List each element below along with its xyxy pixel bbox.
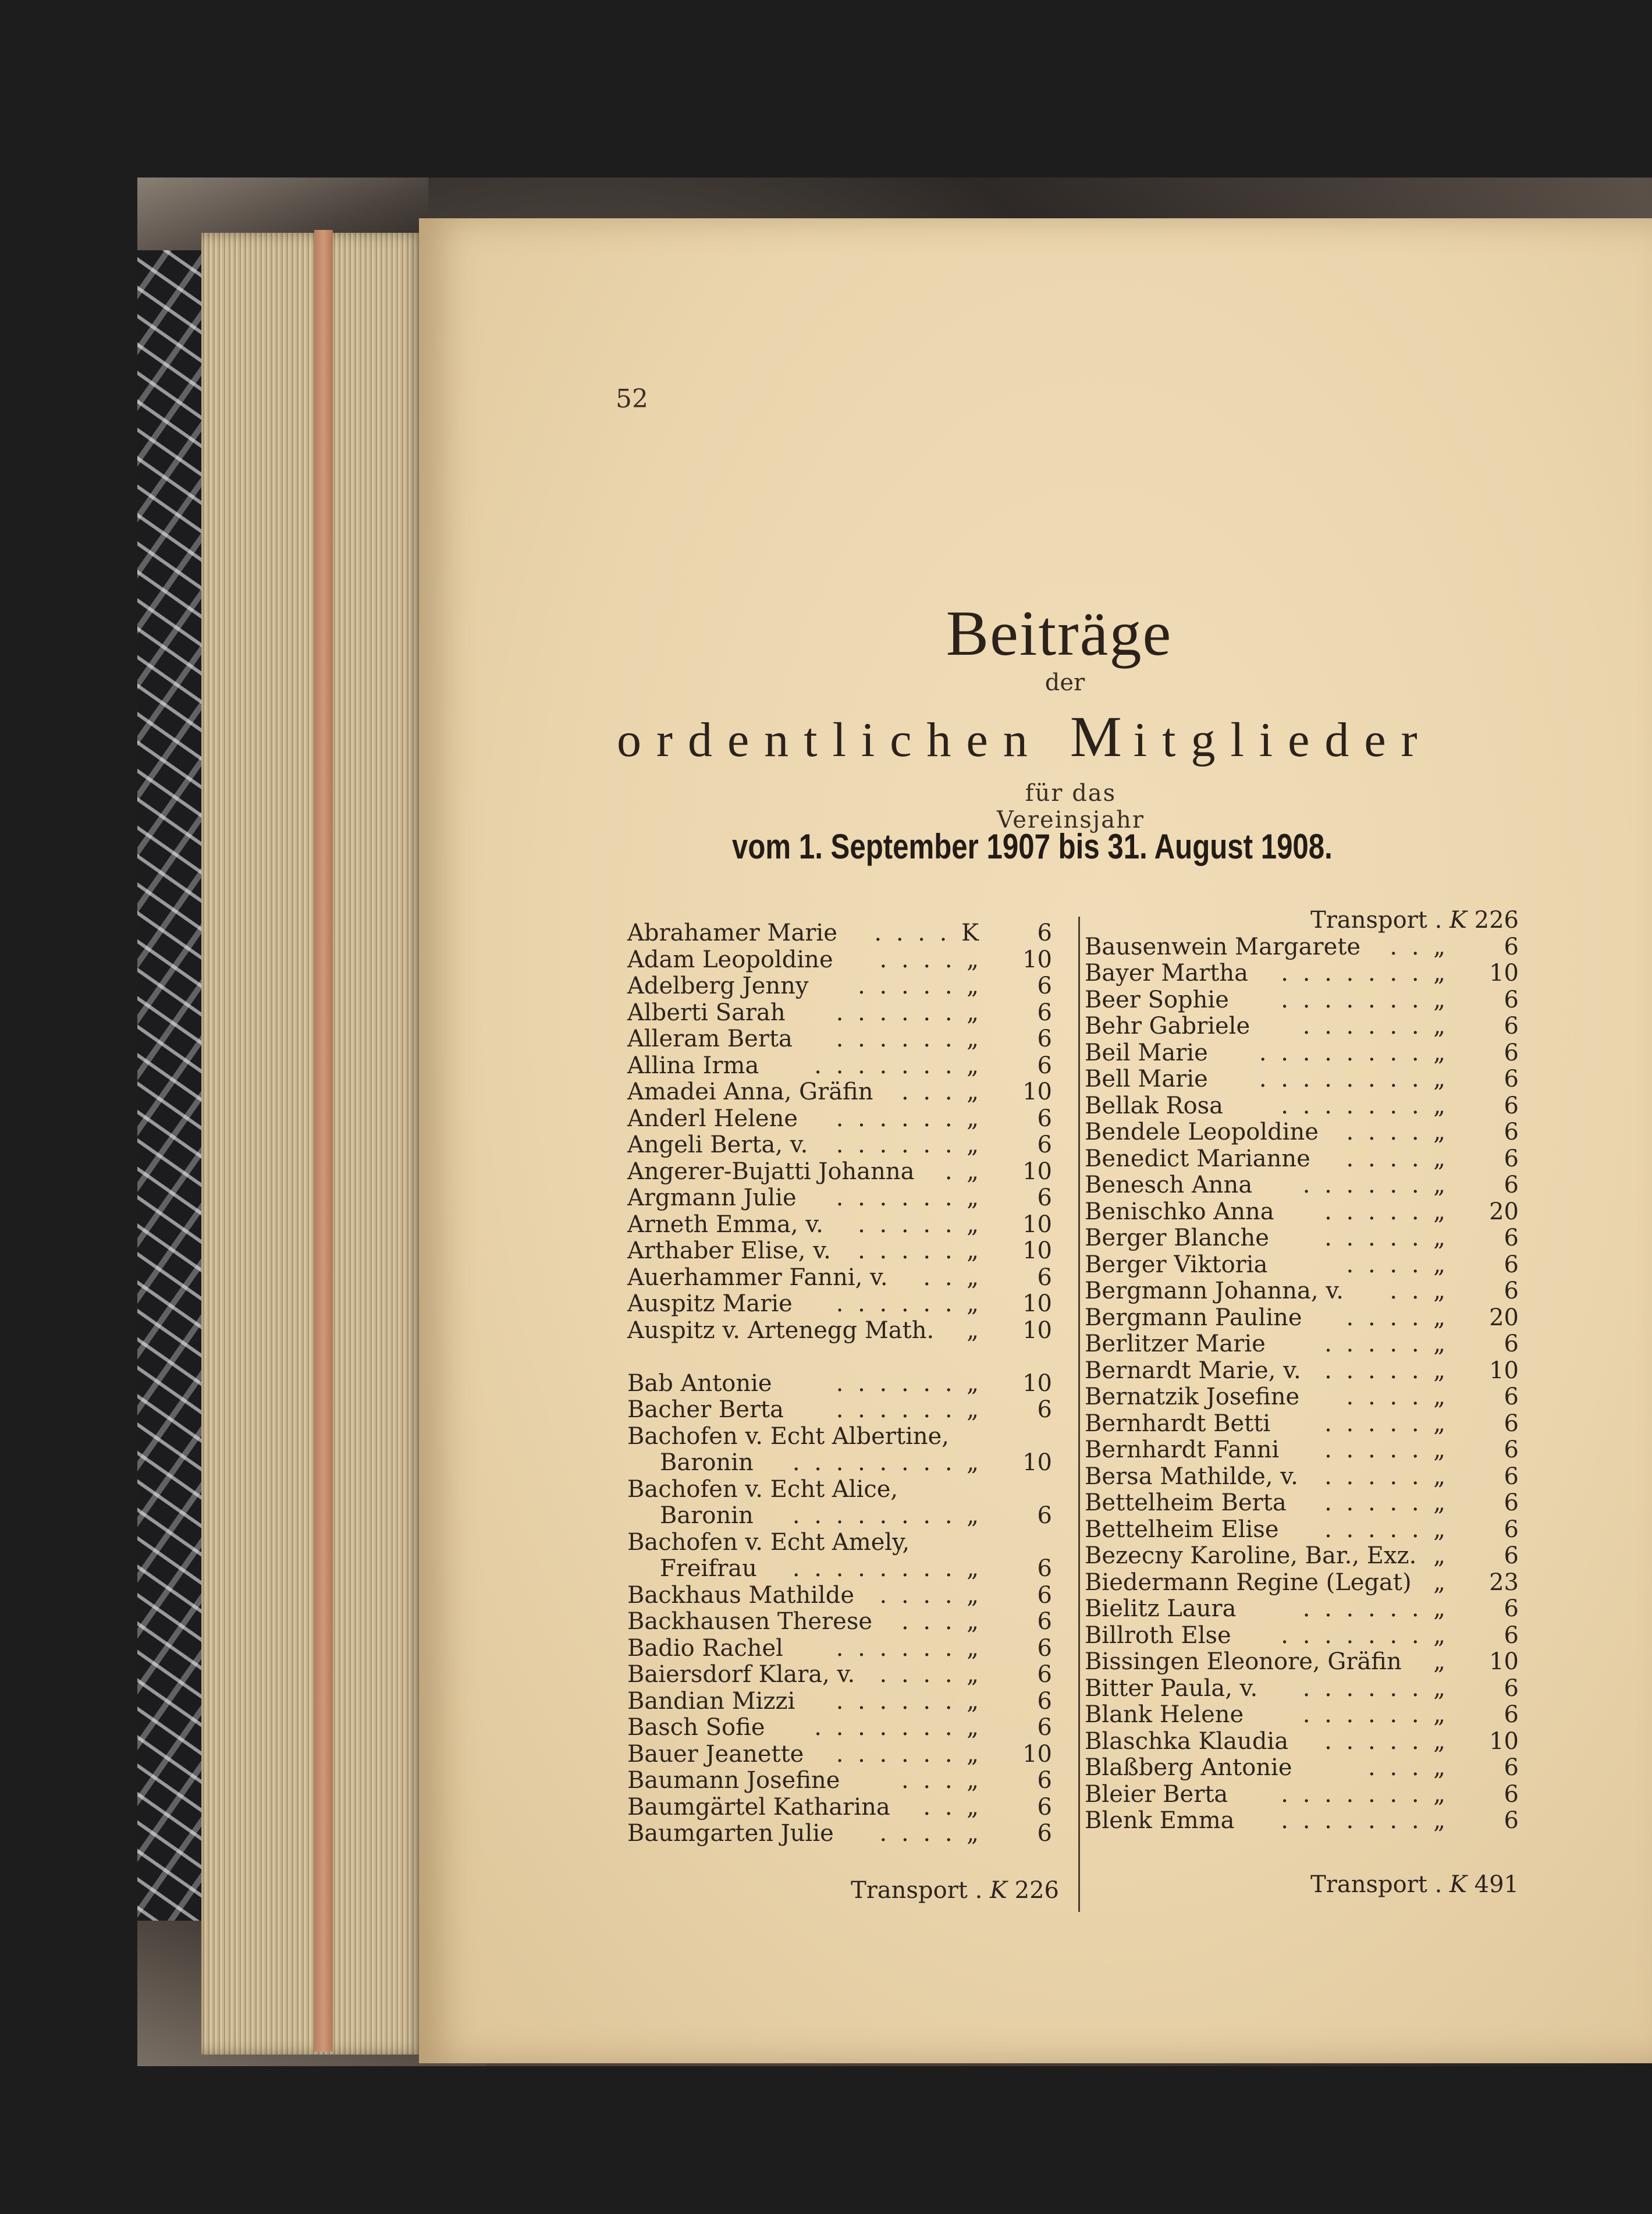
member-entry [1085, 934, 1519, 961]
leader-dots: . . . . . . „ [1302, 1701, 1449, 1728]
contribution-amount: 6 [1037, 1714, 1052, 1741]
member-name: Bayer Martha [1085, 960, 1248, 987]
leader-dots: . . . . . „ [1324, 1225, 1449, 1251]
member-entry [1085, 1252, 1519, 1279]
leader-dots: . . . . „ [1346, 1145, 1449, 1172]
member-entry [627, 1556, 1052, 1583]
member-entry [627, 920, 1052, 947]
member-name: Beer Sophie [1085, 986, 1229, 1013]
member-name: Bersa Mathilde, v. [1085, 1463, 1298, 1490]
member-entry [1085, 1225, 1519, 1252]
member-name: Benesch Anna [1085, 1172, 1253, 1198]
member-entry [627, 1609, 1052, 1635]
member-name: Bitter Paula, v. [1085, 1674, 1258, 1702]
contribution-amount: 6 [1037, 1767, 1052, 1794]
subtitle-der: der [1045, 669, 1085, 696]
leader-dots: . . . . „ [1346, 1251, 1449, 1278]
member-name: Bacher Berta [627, 1396, 784, 1423]
contribution-amount: 6 [1504, 1330, 1519, 1357]
currency-symbol: K [990, 1877, 1007, 1904]
member-name: Beil Marie [1085, 1039, 1208, 1066]
member-name: Bergmann Johanna, v. [1085, 1278, 1344, 1304]
leader-dots: . . . . „ [1346, 1383, 1449, 1410]
leader-dots: . . „ [923, 1793, 982, 1821]
member-entry [627, 1688, 1052, 1715]
member-name: Bell Marie [1085, 1066, 1208, 1092]
transport-label: Transport . [1310, 1871, 1443, 1898]
contribution-amount: 6 [1504, 933, 1519, 960]
member-name: Auerhammer Fanni, v. [627, 1264, 888, 1291]
contribution-amount: 6 [1037, 1661, 1052, 1688]
leader-dots: . . . . . . . „ [1281, 1092, 1449, 1119]
member-name: Baiersdorf Klara, v. [627, 1661, 855, 1688]
contribution-amount: 10 [1022, 1369, 1052, 1397]
leader-dots: . . . . . . „ [1302, 1595, 1449, 1622]
member-name: Berger Blanche [1085, 1225, 1269, 1251]
member-entry [1085, 1358, 1519, 1385]
leader-dots: . . . . . . . . „ [792, 1555, 982, 1582]
transport-total-right: 491 [1474, 1871, 1519, 1898]
leader-dots: . . . . . . . „ [1281, 986, 1449, 1013]
left-column [627, 920, 1052, 1847]
member-name: Bettelheim Berta [1085, 1489, 1287, 1516]
member-name: Arthaber Elise, v. [627, 1237, 831, 1264]
transport-total-left: 226 [1014, 1877, 1059, 1904]
contribution-amount: 6 [1504, 1780, 1519, 1808]
contribution-amount: 6 [1037, 1634, 1052, 1662]
leader-dots: . . . . . „ [1324, 1489, 1449, 1516]
member-entry [1085, 1570, 1519, 1596]
member-name: Bellak Rosa [1085, 1092, 1224, 1119]
member-name: Bachofen v. Echt Albertine, [627, 1422, 949, 1450]
leader-dots: . . . . . „ [1324, 1727, 1449, 1755]
transport-bottom-left [838, 1877, 1059, 1904]
contribution-amount: 6 [1504, 1383, 1519, 1410]
contribution-amount: 6 [1504, 1410, 1519, 1437]
member-name: Freifrau [660, 1555, 757, 1582]
heading-word-itglieder: itglieder [1133, 713, 1433, 767]
member-name: Baronin [660, 1449, 754, 1476]
contribution-amount: 6 [1504, 1172, 1519, 1198]
leader-dots: . . . . . . „ [836, 1369, 982, 1397]
member-name: Baronin [660, 1502, 754, 1529]
member-name: Baumgarten Julie [627, 1820, 834, 1847]
contribution-amount: 6 [1504, 1251, 1519, 1278]
leader-dots: . . . . . . „ [836, 999, 982, 1026]
member-name: Argmann Julie [627, 1184, 797, 1211]
heading-initial-m: M [1070, 704, 1134, 769]
leader-dots: . . . . „ [879, 1820, 982, 1847]
transport-label: Transport . [851, 1877, 983, 1904]
member-name: Blaßberg Antonie [1085, 1754, 1292, 1781]
member-name: Bachofen v. Echt Alice, [627, 1475, 898, 1503]
contribution-amount: 10 [1022, 1237, 1052, 1264]
contribution-amount: 6 [1037, 999, 1052, 1026]
member-name: Berlitzer Marie [1085, 1330, 1266, 1357]
currency-symbol: K [1450, 1871, 1467, 1898]
member-entry [627, 1000, 1052, 1027]
contribution-amount: 20 [1489, 1304, 1519, 1331]
contribution-amount: 6 [1037, 1026, 1052, 1052]
leader-dots: . „ [944, 1158, 982, 1185]
leader-dots: . . . . . . „ [836, 1131, 982, 1158]
contribution-amount: 6 [1504, 1092, 1519, 1119]
member-entry [627, 1741, 1052, 1768]
contribution-amount: 6 [1037, 1502, 1052, 1529]
member-name: Alleram Berta [627, 1026, 793, 1052]
leader-dots: . . . . . . . „ [814, 1052, 982, 1079]
heading-word-ordentlichen: ordentlichen [617, 713, 1043, 767]
leader-dots: . . . „ [901, 1608, 982, 1635]
member-name: Basch Sofie [627, 1714, 765, 1741]
member-name: Baumgärtel Katharina [627, 1793, 890, 1821]
contribution-amount: 6 [1037, 1608, 1052, 1635]
member-entry [627, 1662, 1052, 1688]
member-entry [1085, 1543, 1519, 1570]
member-entry [1085, 1729, 1519, 1755]
member-name: Abrahamer Marie [627, 920, 837, 946]
leader-dots: . . . . . . . . „ [792, 1502, 982, 1529]
member-entry [1085, 1464, 1519, 1491]
entries-group-right [1085, 934, 1519, 1835]
leader-dots: . . . . . „ [1324, 1357, 1449, 1384]
leader-dots: . . „ [1390, 1278, 1449, 1304]
leader-dots: . . . . K [874, 920, 982, 946]
leader-dots: . . . „ [1367, 1754, 1449, 1781]
leader-dots: . . . . „ [879, 1661, 982, 1688]
member-entry [627, 1450, 1052, 1477]
contribution-amount: 6 [1504, 1674, 1519, 1702]
member-entry [1085, 1384, 1519, 1411]
member-name: Bernhardt Fanni [1085, 1436, 1280, 1463]
currency-symbol: K [1450, 907, 1467, 934]
leader-dots: . . . . „ [879, 1581, 982, 1609]
contribution-amount: 10 [1489, 1357, 1519, 1384]
member-name: Bleier Berta [1085, 1780, 1228, 1808]
member-name: Blank Helene [1085, 1701, 1244, 1728]
leader-dots: . . . . . „ [858, 1211, 982, 1238]
member-name: Angeli Berta, v. [627, 1131, 808, 1158]
member-entry [1085, 1490, 1519, 1517]
entries-group-a [627, 920, 1052, 1344]
contribution-amount: 6 [1504, 1516, 1519, 1543]
contribution-amount: 6 [1504, 1066, 1519, 1092]
member-entry [627, 1185, 1052, 1212]
member-entry [627, 1397, 1052, 1424]
contribution-amount: 6 [1037, 1264, 1052, 1291]
member-name: Allina Irma [627, 1052, 759, 1079]
leader-dots: . . . . . . . . „ [1259, 1039, 1449, 1066]
member-entry [1085, 1119, 1519, 1146]
member-name: Bendele Leopoldine [1085, 1119, 1319, 1145]
member-name: Badio Rachel [627, 1634, 783, 1662]
transport-label: Transport . [1310, 907, 1443, 934]
member-entry [1085, 1278, 1519, 1305]
member-name: Bezecny Karoline, Bar., Exz. [1085, 1542, 1417, 1569]
leader-dots: . . . . . . „ [836, 1184, 982, 1211]
member-name: Bauer Jeanette [627, 1740, 804, 1768]
contribution-amount: 6 [1504, 1622, 1519, 1649]
member-entry [627, 1265, 1052, 1292]
leader-dots: . . . . . . . „ [814, 1714, 982, 1741]
contribution-amount: 6 [1504, 1145, 1519, 1172]
member-entry [627, 1477, 1052, 1503]
member-entry [627, 1503, 1052, 1530]
marbled-cover-edge [137, 250, 201, 1938]
member-entry [627, 1821, 1052, 1847]
contribution-amount: 10 [1022, 1317, 1052, 1344]
member-name: Alberti Sarah [627, 999, 786, 1026]
member-entry [1085, 1305, 1519, 1332]
transport-top-right [1085, 907, 1519, 934]
contribution-amount: 10 [1022, 1290, 1052, 1317]
member-entry [627, 1159, 1052, 1186]
member-name: Behr Gabriele [1085, 1013, 1250, 1039]
member-name: Adam Leopoldine [627, 946, 833, 973]
member-name: Bernatzik Josefine [1085, 1383, 1300, 1410]
contribution-amount: 10 [1022, 946, 1052, 973]
contribution-amount: 6 [1504, 1489, 1519, 1516]
leader-dots: . . „ [1390, 933, 1449, 960]
leader-dots: . . . . . „ [1324, 1198, 1449, 1225]
member-entry [1085, 1517, 1519, 1544]
member-name: Backhaus Mathilde [627, 1581, 854, 1609]
contribution-amount: 10 [1022, 1740, 1052, 1768]
contribution-amount: 6 [1037, 1184, 1052, 1211]
page-number: 52 [616, 384, 648, 414]
leader-dots: . . . . . . . . „ [1259, 1066, 1449, 1092]
page-title: Beiträge [946, 598, 1173, 669]
leader-dots: . . . . . . „ [836, 1105, 982, 1132]
right-column [1085, 907, 1519, 1835]
member-entry [1085, 1199, 1519, 1226]
leader-dots: . . . . „ [1346, 1304, 1449, 1331]
contribution-amount: 10 [1022, 1211, 1052, 1238]
member-name: Bachofen v. Echt Amely, [627, 1528, 910, 1556]
member-name: Bergmann Pauline [1085, 1304, 1302, 1331]
leader-dots: . . . „ [901, 1078, 982, 1105]
contribution-amount: 6 [1037, 1052, 1052, 1079]
member-name: Bernardt Marie, v. [1085, 1357, 1301, 1384]
page-edges-red-stripe [314, 230, 333, 2052]
member-name: Bissingen Eleonore, Gräfin [1085, 1648, 1402, 1675]
member-entry [1085, 1755, 1519, 1782]
contribution-amount: 10 [1489, 960, 1519, 987]
leader-dots: „ [967, 1317, 982, 1344]
member-entry [627, 1238, 1052, 1265]
column-divider [1078, 917, 1080, 1912]
member-name: Auspitz Marie [627, 1290, 793, 1317]
member-entry [1085, 1782, 1519, 1808]
member-entry [1085, 1808, 1519, 1835]
member-name: Amadei Anna, Gräfin [627, 1078, 873, 1105]
member-name: Benischko Anna [1085, 1198, 1274, 1225]
member-name: Billroth Else [1085, 1622, 1231, 1649]
member-name: Baumann Josefine [627, 1767, 840, 1794]
contribution-amount: 6 [1504, 1119, 1519, 1145]
member-entry [627, 1768, 1052, 1794]
contribution-amount: 10 [1022, 1078, 1052, 1105]
leader-dots: . . . . . . „ [1302, 1013, 1449, 1039]
contribution-amount: 6 [1504, 1595, 1519, 1622]
contribution-amount: 10 [1022, 1158, 1052, 1185]
contribution-amount: 6 [1504, 1807, 1519, 1834]
member-name: Blaschka Klaudia [1085, 1727, 1289, 1755]
leader-dots: . . . . „ [1346, 1119, 1449, 1145]
leader-dots: . . . . . . . „ [1281, 960, 1449, 987]
contribution-amount: 23 [1489, 1569, 1519, 1596]
heading-members [617, 703, 1478, 770]
leader-dots: . . . . . . „ [836, 1687, 982, 1715]
member-entry [627, 1530, 1052, 1556]
contribution-amount: 6 [1504, 986, 1519, 1013]
leader-dots: . . . . . „ [1324, 1410, 1449, 1437]
subtitle-year: für das Vereinsjahr [997, 780, 1145, 833]
member-entry [627, 1053, 1052, 1080]
leader-dots: . . . „ [901, 1767, 982, 1794]
member-entry [1085, 1331, 1519, 1358]
contribution-amount: 6 [1504, 1278, 1519, 1304]
contribution-amount: 6 [1504, 1225, 1519, 1251]
contribution-amount: 6 [1504, 1039, 1519, 1066]
leader-dots: . . . . . . „ [836, 1740, 982, 1768]
leader-dots: . . . . . . „ [836, 1634, 982, 1662]
contribution-amount: 6 [1037, 1555, 1052, 1582]
leader-dots: . . . . . . . „ [1281, 1807, 1449, 1834]
member-entry [1085, 1013, 1519, 1040]
contribution-amount: 10 [1489, 1727, 1519, 1755]
contribution-amount: 10 [1489, 1648, 1519, 1675]
contribution-amount: 6 [1037, 973, 1052, 999]
member-name: Bettelheim Elise [1085, 1516, 1279, 1543]
contribution-amount: 6 [1037, 1581, 1052, 1609]
contribution-amount: 6 [1037, 1820, 1052, 1847]
leader-dots: . . . . . . . „ [1281, 1622, 1449, 1649]
leader-dots: . . . . . „ [1324, 1516, 1449, 1543]
member-entry [1085, 1676, 1519, 1702]
member-entry [1085, 1172, 1519, 1199]
leader-dots: . . . . . . „ [836, 1396, 982, 1423]
leader-dots: . . . . . . „ [1302, 1674, 1449, 1702]
member-entry [627, 1424, 1052, 1450]
contribution-amount: 20 [1489, 1198, 1519, 1225]
group-gap [627, 1344, 1052, 1371]
contribution-amount: 6 [1504, 1013, 1519, 1039]
member-entry [1085, 960, 1519, 987]
member-entry [1085, 1437, 1519, 1464]
contribution-amount: 6 [1504, 1436, 1519, 1463]
member-name: Angerer-Bujatti Johanna [627, 1158, 915, 1185]
member-name: Arneth Emma, v. [627, 1211, 823, 1238]
member-entry [627, 1371, 1052, 1397]
leader-dots: „ [1433, 1569, 1449, 1596]
member-entry [627, 947, 1052, 974]
leader-dots: . . . . . „ [1324, 1436, 1449, 1463]
leader-dots: . . . . . . . . „ [792, 1449, 982, 1476]
contribution-amount: 6 [1037, 1396, 1052, 1423]
entries-group-b [627, 1371, 1052, 1847]
leader-dots: . . . . . „ [858, 973, 982, 999]
member-name: Biedermann Regine (Legat) [1085, 1569, 1412, 1596]
member-entry [627, 1583, 1052, 1609]
contribution-amount: 6 [1037, 1105, 1052, 1132]
member-name: Bandian Mizzi [627, 1687, 795, 1715]
member-name: Bausenwein Margarete [1085, 933, 1361, 960]
contribution-amount: 6 [1037, 1687, 1052, 1715]
transport-top-value: 226 [1474, 907, 1519, 934]
contribution-amount: 6 [1504, 1463, 1519, 1490]
member-entry [627, 1079, 1052, 1106]
leader-dots: . . . . . . . „ [1281, 1780, 1449, 1808]
member-name: Anderl Helene [627, 1105, 798, 1132]
member-entry [627, 1794, 1052, 1821]
member-entry [627, 1106, 1052, 1133]
leader-dots: „ [1433, 1648, 1449, 1675]
member-name: Auspitz v. Artenegg Math. [627, 1317, 935, 1344]
member-entry [627, 1026, 1052, 1053]
member-name: Bab Antonie [627, 1369, 772, 1397]
contribution-amount: 6 [1504, 1701, 1519, 1728]
member-entry [627, 1635, 1052, 1662]
leader-dots: . . . . . . „ [836, 1026, 982, 1052]
member-entry [627, 1715, 1052, 1741]
member-entry [1085, 1702, 1519, 1729]
leader-dots: . . . . . . „ [836, 1290, 982, 1317]
contribution-amount: 10 [1022, 1449, 1052, 1476]
member-name: Bielitz Laura [1085, 1595, 1237, 1622]
member-entry [1085, 1649, 1519, 1676]
leader-dots: . . . . . „ [858, 1237, 982, 1264]
member-entry [627, 1132, 1052, 1159]
contribution-amount: 6 [1504, 1542, 1519, 1569]
leader-dots: „ [1433, 1542, 1449, 1569]
member-entry [1085, 1623, 1519, 1649]
member-entry [627, 1318, 1052, 1344]
leader-dots: . . „ [923, 1264, 982, 1291]
contribution-amount: 6 [1037, 1131, 1052, 1158]
member-entry [1085, 1066, 1519, 1093]
member-name: Backhausen Therese [627, 1608, 873, 1635]
member-entry [1085, 987, 1519, 1014]
leader-dots: . . . . . „ [1324, 1463, 1449, 1490]
contribution-amount: 6 [1037, 920, 1052, 946]
member-name: Blenk Emma [1085, 1807, 1235, 1834]
member-entry [1085, 1596, 1519, 1623]
contribution-amount: 6 [1504, 1754, 1519, 1781]
member-entry [1085, 1040, 1519, 1067]
member-entry [627, 1212, 1052, 1239]
member-entry [1085, 1093, 1519, 1120]
member-entry [627, 973, 1052, 1000]
member-name: Adelberg Jenny [627, 973, 809, 999]
period-heading: vom 1. September 1907 bis 31. August 1908. [732, 827, 1333, 866]
member-entry [1085, 1411, 1519, 1438]
member-name: Bernhardt Betti [1085, 1410, 1271, 1437]
page-edges [201, 233, 422, 2055]
transport-bottom-right [1292, 1871, 1519, 1898]
member-name: Berger Viktoria [1085, 1251, 1268, 1278]
leader-dots: . . . . . . „ [1302, 1172, 1449, 1198]
contribution-amount: 6 [1037, 1793, 1052, 1821]
member-name: Benedict Marianne [1085, 1145, 1310, 1172]
leader-dots: . . . . „ [879, 946, 982, 973]
member-entry [1085, 1146, 1519, 1173]
member-entry [627, 1291, 1052, 1318]
leader-dots: . . . . . „ [1324, 1330, 1449, 1357]
